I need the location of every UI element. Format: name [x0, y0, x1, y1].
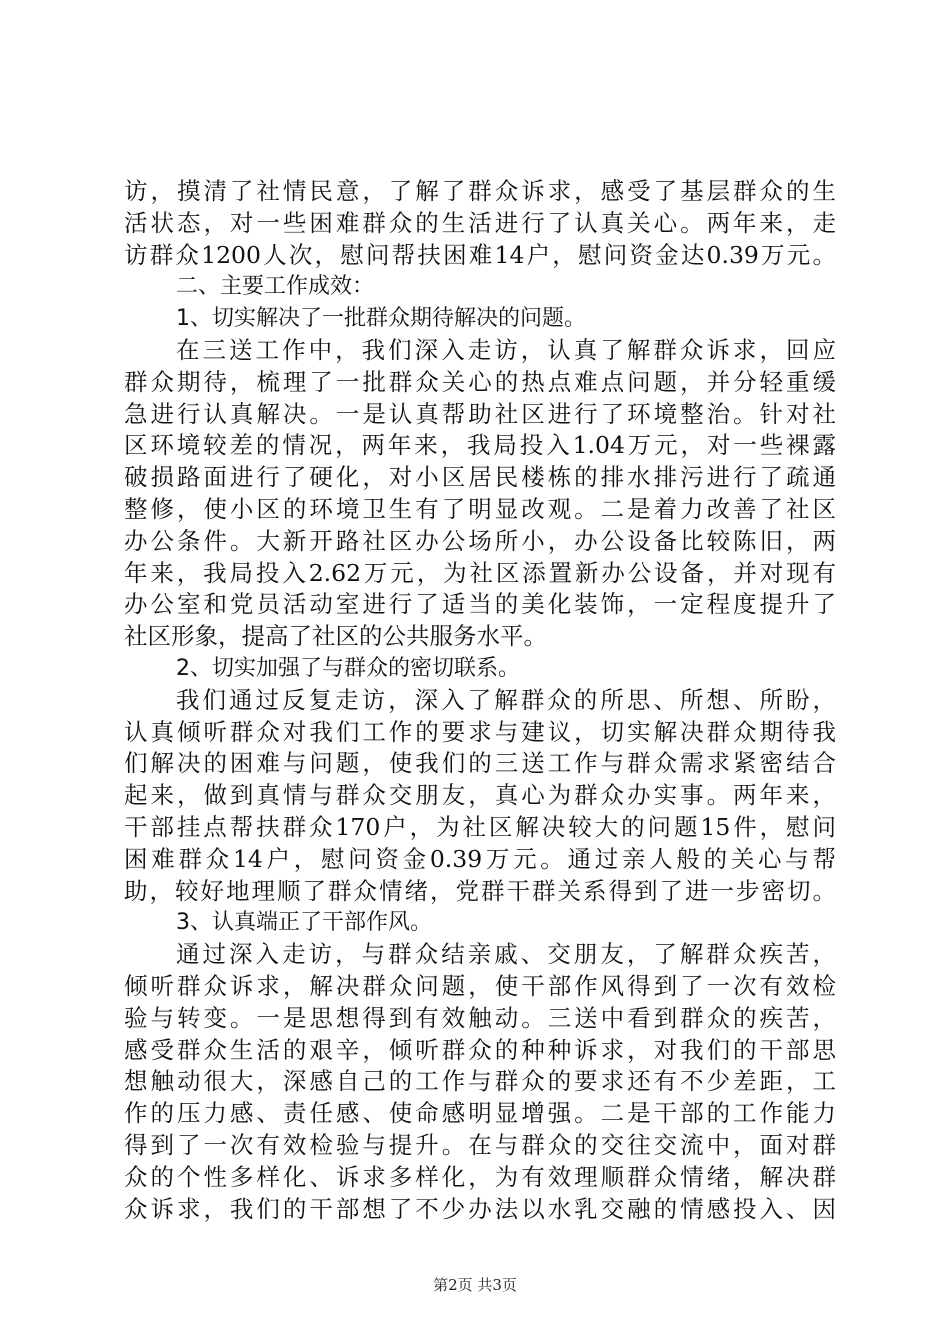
- text-line: 整修，使小区的环境卫生有了明显改观。二是着力改善了社区: [124, 494, 836, 523]
- text-line: 作的压力感、责任感、使命感明显增强。二是干部的工作能力: [124, 1099, 836, 1128]
- subsection-heading: 1、切实解决了一批群众期待解决的问题。: [176, 306, 586, 332]
- text-line: 办公条件。大新开路社区办公场所小，办公设备比较陈旧，两: [124, 526, 836, 555]
- text-line: 想触动很大，深感自己的工作与群众的要求还有不少差距，工: [124, 1067, 836, 1096]
- page-number-label: 第2页 共3页: [433, 1276, 517, 1294]
- text-line: 群众期待，梳理了一批群众关心的热点难点问题，并分轻重缓: [124, 367, 836, 396]
- page-footer: [0, 1275, 950, 1295]
- text-line: 众的个性多样化、诉求多样化，为有效理顺群众情绪，解决群: [124, 1162, 836, 1191]
- section-heading: 二、主要工作成效：: [176, 274, 375, 300]
- subsection-heading: 2、切实加强了与群众的密切联系。: [176, 655, 520, 681]
- text-line: 访群众1200人次，慰问帮扶困难14户，慰问资金达0.39万元。: [124, 240, 836, 269]
- text-line: 得到了一次有效检验与提升。在与群众的交往交流中，面对群: [124, 1130, 836, 1159]
- text-line: 验与转变。一是思想得到有效触动。三送中看到群众的疾苦，: [124, 1003, 836, 1032]
- text-line: 年来，我局投入2.62万元，为社区添置新办公设备，并对现有: [124, 558, 836, 587]
- text-line: 办公室和党员活动室进行了适当的美化装饰，一定程度提升了: [124, 590, 836, 619]
- text-line: 通过深入走访，与群众结亲戚、交朋友，了解群众疾苦，: [176, 940, 836, 969]
- text-line: 我们通过反复走访，深入了解群众的所思、所想、所盼，: [176, 685, 836, 714]
- document-body: [124, 176, 836, 1225]
- text-line: 社区形象，提高了社区的公共服务水平。: [124, 622, 547, 651]
- text-line: 众诉求，我们的干部想了不少办法以水乳交融的情感投入、因: [124, 1194, 836, 1223]
- text-line: 访，摸清了社情民意，了解了群众诉求，感受了基层群众的生: [124, 177, 836, 205]
- text-line: 感受群众生活的艰辛，倾听群众的种种诉求，对我们的干部思: [124, 1035, 836, 1064]
- text-line: 区环境较差的情况，两年来，我局投入1.04万元，对一些裸露: [124, 431, 836, 460]
- text-line: 困难群众14户，慰问资金0.39万元。通过亲人般的关心与帮: [124, 844, 836, 873]
- text-line: 活状态，对一些困难群众的生活进行了认真关心。两年来，走: [124, 208, 836, 237]
- text-line: 干部挂点帮扶群众170户，为社区解决较大的问题15件，慰问: [124, 812, 836, 841]
- text-line: 急进行认真解决。一是认真帮助社区进行了环境整治。针对社: [124, 399, 836, 428]
- text-line: 助，较好地理顺了群众情绪，党群干群关系得到了进一步密切。: [124, 876, 836, 905]
- text-line: 倾听群众诉求，解决群众问题，使干部作风得到了一次有效检: [124, 971, 836, 1000]
- text-line: 们解决的困难与问题，使我们的三送工作与群众需求紧密结合: [124, 749, 836, 778]
- text-line: 破损路面进行了硬化，对小区居民楼栋的排水排污进行了疏通: [124, 463, 836, 492]
- text-line: 在三送工作中，我们深入走访，认真了解群众诉求，回应: [176, 335, 836, 364]
- text-line: 起来，做到真情与群众交朋友，真心为群众办实事。两年来，: [124, 781, 836, 810]
- subsection-heading: 3、认真端正了干部作风。: [176, 910, 432, 936]
- text-line: 认真倾听群众对我们工作的要求与建议，切实解决群众期待我: [124, 717, 836, 746]
